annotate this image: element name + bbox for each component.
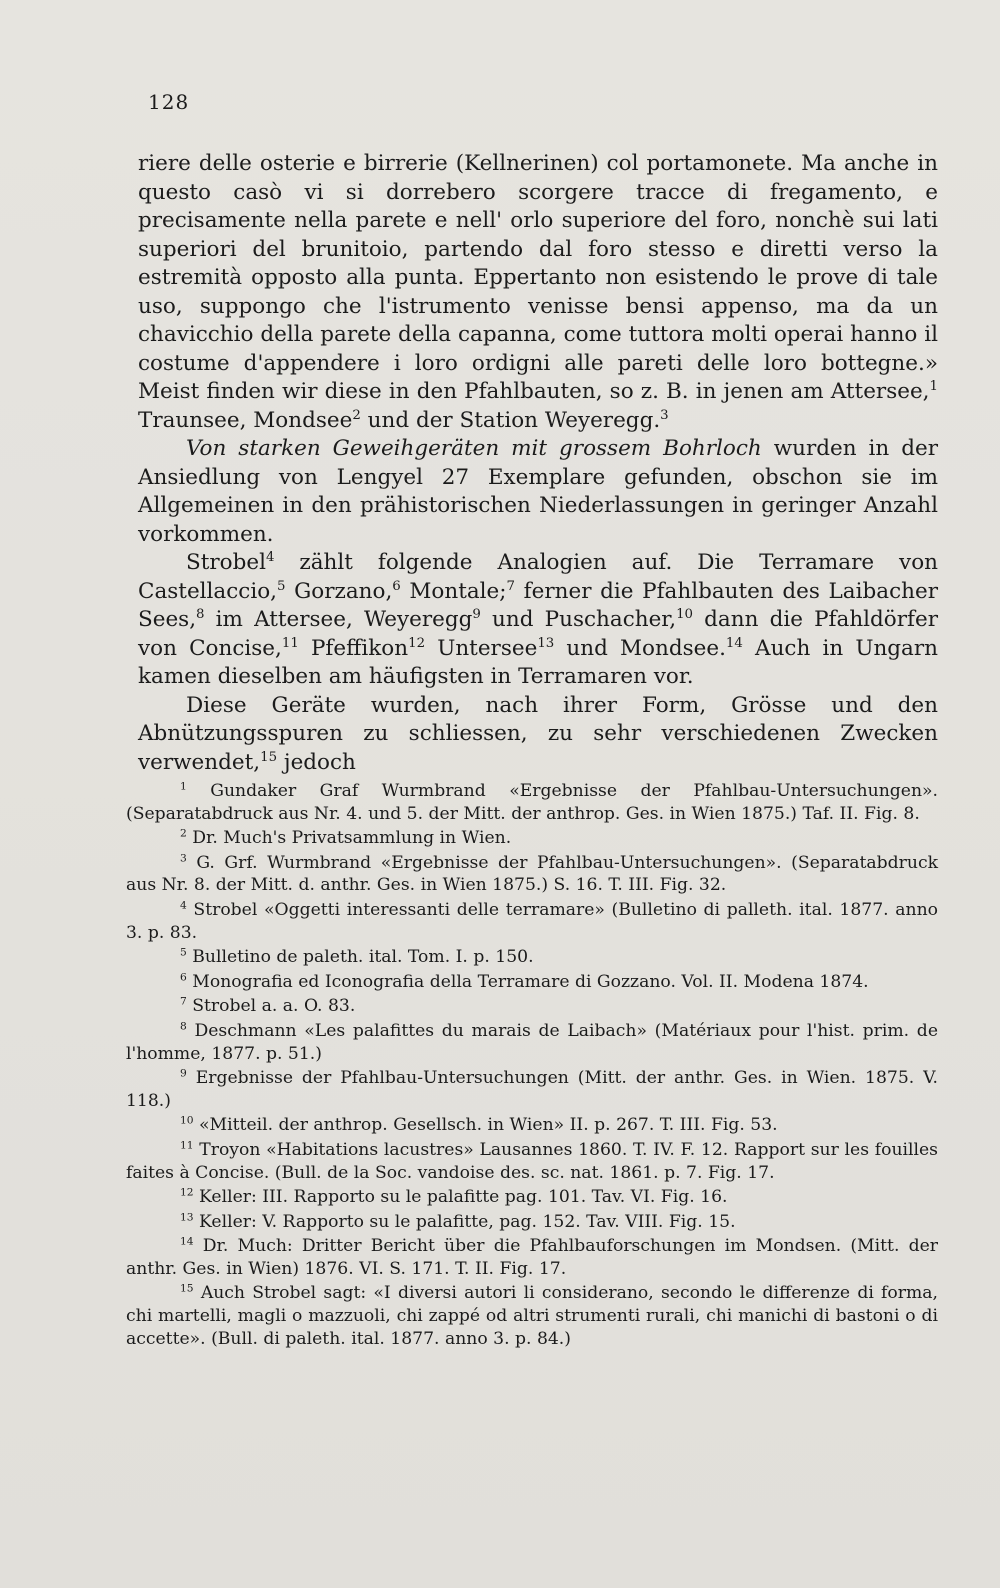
footnote-number: 4	[180, 898, 187, 912]
main-text	[138, 150, 938, 777]
footnote-number: 15	[180, 1281, 194, 1295]
footnote-ref: 14	[725, 635, 743, 651]
footnote-ref: 13	[537, 635, 555, 651]
footnote: $^9$ Ergebnisse der Pfahlbau-Untersuchungen (Mitt. der anthr. Ges. in Wien. 1875. V. 118.)	[126, 1066, 938, 1111]
footnote: $^{12}$ Keller: III. Rapporto su le palafitte pag. 101. Tav. VI. Fig. 16.	[180, 1185, 728, 1208]
footnote-number: 3	[180, 851, 187, 865]
paragraph: riere delle osterie e birrerie (Kellnerinen) col portamonete. Ma anche in questo casò vi si dorrebero scorgere tracce di fregamento, e precisamente nella parete e nell' orlo superiore del foro, nonchè sui lati superiori del brunitoio, partendo dal foro stesso e diretti verso la estremità opposto alla punta. Eppertanto non esistendo le prove di tale uso, suppongo che l'istrumento venisse bensi appenso, ma da un chavicchio della parete della capanna, come tuttora molti operai hanno il costume d'appendere i loro ordigni alle pareti delle loro bottegne.» Meist finden wir diese in den Pfahlbauten, so z. B. in jenen am Attersee,$^1$ Traunsee, Mondsee$^2$ und der Station Weyeregg.$^3$	[138, 151, 938, 433]
footnote-number: 13	[180, 1209, 194, 1223]
footnote-ref: 11	[281, 635, 299, 651]
paragraph: Strobel$^4$ zählt folgende Analogien auf. Die Terramare von Castellaccio,$^5$ Gorzano,$^6$ Montale;$^7$ ferner die Pfahlbauten des Laibacher Sees,$^8$ im Attersee, Weyeregg$^9$ und Puschacher,$^{10}$ dann die Pfahldörfer von Concise,$^{11}$ Pfeffikon$^{12}$ Untersee$^{13}$ und Mondsee.$^{14}$ Auch in Ungarn kamen dieselben am häufigsten in Terramaren vor.	[138, 549, 938, 689]
footnote: $^1$ Gundaker Graf Wurmbrand «Ergebnisse der Pfahlbau-Untersuchungen». (Separatabdruck aus Nr. 4. und 5. der Mitt. der anthrop. Ges. in Wien 1875.) Taf. II. Fig. 8.	[126, 779, 938, 824]
footnote-number: 6	[180, 970, 187, 984]
footnote-ref: 5	[276, 578, 286, 594]
footnote-ref: 3	[660, 407, 669, 423]
footnote: $^{10}$ «Mitteil. der anthrop. Gesellsch. in Wien» II. p. 267. T. III. Fig. 53.	[180, 1113, 778, 1136]
footnote: $^3$ G. Grf. Wurmbrand «Ergebnisse der Pfahlbau-Untersuchungen». (Separatabdruck aus Nr. 8. der Mitt. d. anthr. Ges. in Wien 1875.) S. 16. T. III. Fig. 32.	[126, 851, 939, 896]
footnote-ref: 8	[196, 606, 205, 622]
footnote-number: 10	[180, 1113, 194, 1127]
footnote-number: 7	[180, 994, 187, 1008]
footnote-ref: 7	[506, 578, 516, 594]
footnote: $^{11}$ Troyon «Habitations lacustres» Lausannes 1860. T. IV. F. 12. Rapport sur les fouilles faites à Concise. (Bull. de la Soc. vandoise des. sc. nat. 1861. p. 7. Fig. 17.	[126, 1138, 938, 1183]
footnote-ref: 2	[352, 407, 361, 423]
footnote-ref: 6	[392, 578, 401, 594]
footnote-ref: 4	[265, 549, 275, 565]
footnote-ref: 1	[929, 378, 938, 394]
footnote: $^{13}$ Keller: V. Rapporto su le palafitte, pag. 152. Tav. VIII. Fig. 15.	[180, 1209, 736, 1232]
footnote-number: 12	[180, 1185, 194, 1199]
italic-heading: Von starken Geweihgeräten mit grossem Bohrloch	[186, 436, 762, 461]
paragraph: Von starken Geweihgeräten mit grossem Bohrloch wurden in der Ansiedlung von Lengyel 27 Exemplare gefunden, obschon sie im Allgemeinen in den prähistorischen Niederlassungen in geringer Anzahl vorkommen.	[138, 436, 938, 547]
page-number: 128	[148, 90, 190, 114]
footnote-number: 9	[180, 1066, 187, 1080]
footnote: $^5$ Bulletino de paleth. ital. Tom. I. p. 150.	[180, 945, 534, 968]
paragraph: Diese Geräte wurden, nach ihrer Form, Grösse und den Abnützungsspuren zu schliessen, zu sehr verschiedenen Zwecken verwendet,$^{15}$ jedoch	[138, 692, 938, 775]
footnotes	[126, 780, 938, 1352]
footnote-ref: 9	[472, 606, 481, 622]
footnote-number: 14	[180, 1234, 194, 1248]
footnote: $^7$ Strobel a. a. O. 83.	[180, 994, 356, 1017]
footnote: $^6$ Monografia ed Iconografia della Terramare di Gozzano. Vol. II. Modena 1874.	[180, 970, 869, 992]
footnote-number: 2	[180, 826, 187, 840]
footnote-number: 1	[180, 779, 187, 793]
footnote: $^{15}$ Auch Strobel sagt: «I diversi autori li considerano, secondo le differenze di forma, chi martelli, magli o mazzuoli, chi zappé od altri strumenti rurali, chi manichi di bastoni o di accette». (Bull. di paleth. ital. 1877. anno 3. p. 84.)	[126, 1281, 938, 1349]
footnote-number: 11	[180, 1138, 194, 1152]
footnote-ref: 15	[260, 749, 278, 765]
footnote-ref: 12	[408, 635, 426, 651]
footnote-ref: 10	[676, 606, 694, 622]
footnote-number: 8	[180, 1019, 187, 1033]
footnote: $^{14}$ Dr. Much: Dritter Bericht über die Pfahlbauforschungen im Mondsen. (Mitt. der anthr. Ges. in Wien) 1876. VI. S. 171. T. II. Fig. 17.	[126, 1234, 938, 1279]
footnote: $^8$ Deschmann «Les palafittes du marais de Laibach» (Matériaux pour l'hist. prim. de l'homme, 1877. p. 51.)	[126, 1019, 938, 1064]
footnote-number: 5	[180, 945, 187, 959]
footnote: $^4$ Strobel «Oggetti interessanti delle terramare» (Bulletino di palleth. ital. 1877. anno 3. p. 83.	[126, 898, 938, 943]
footnote: $^2$ Dr. Much's Privatsammlung in Wien.	[180, 826, 512, 849]
